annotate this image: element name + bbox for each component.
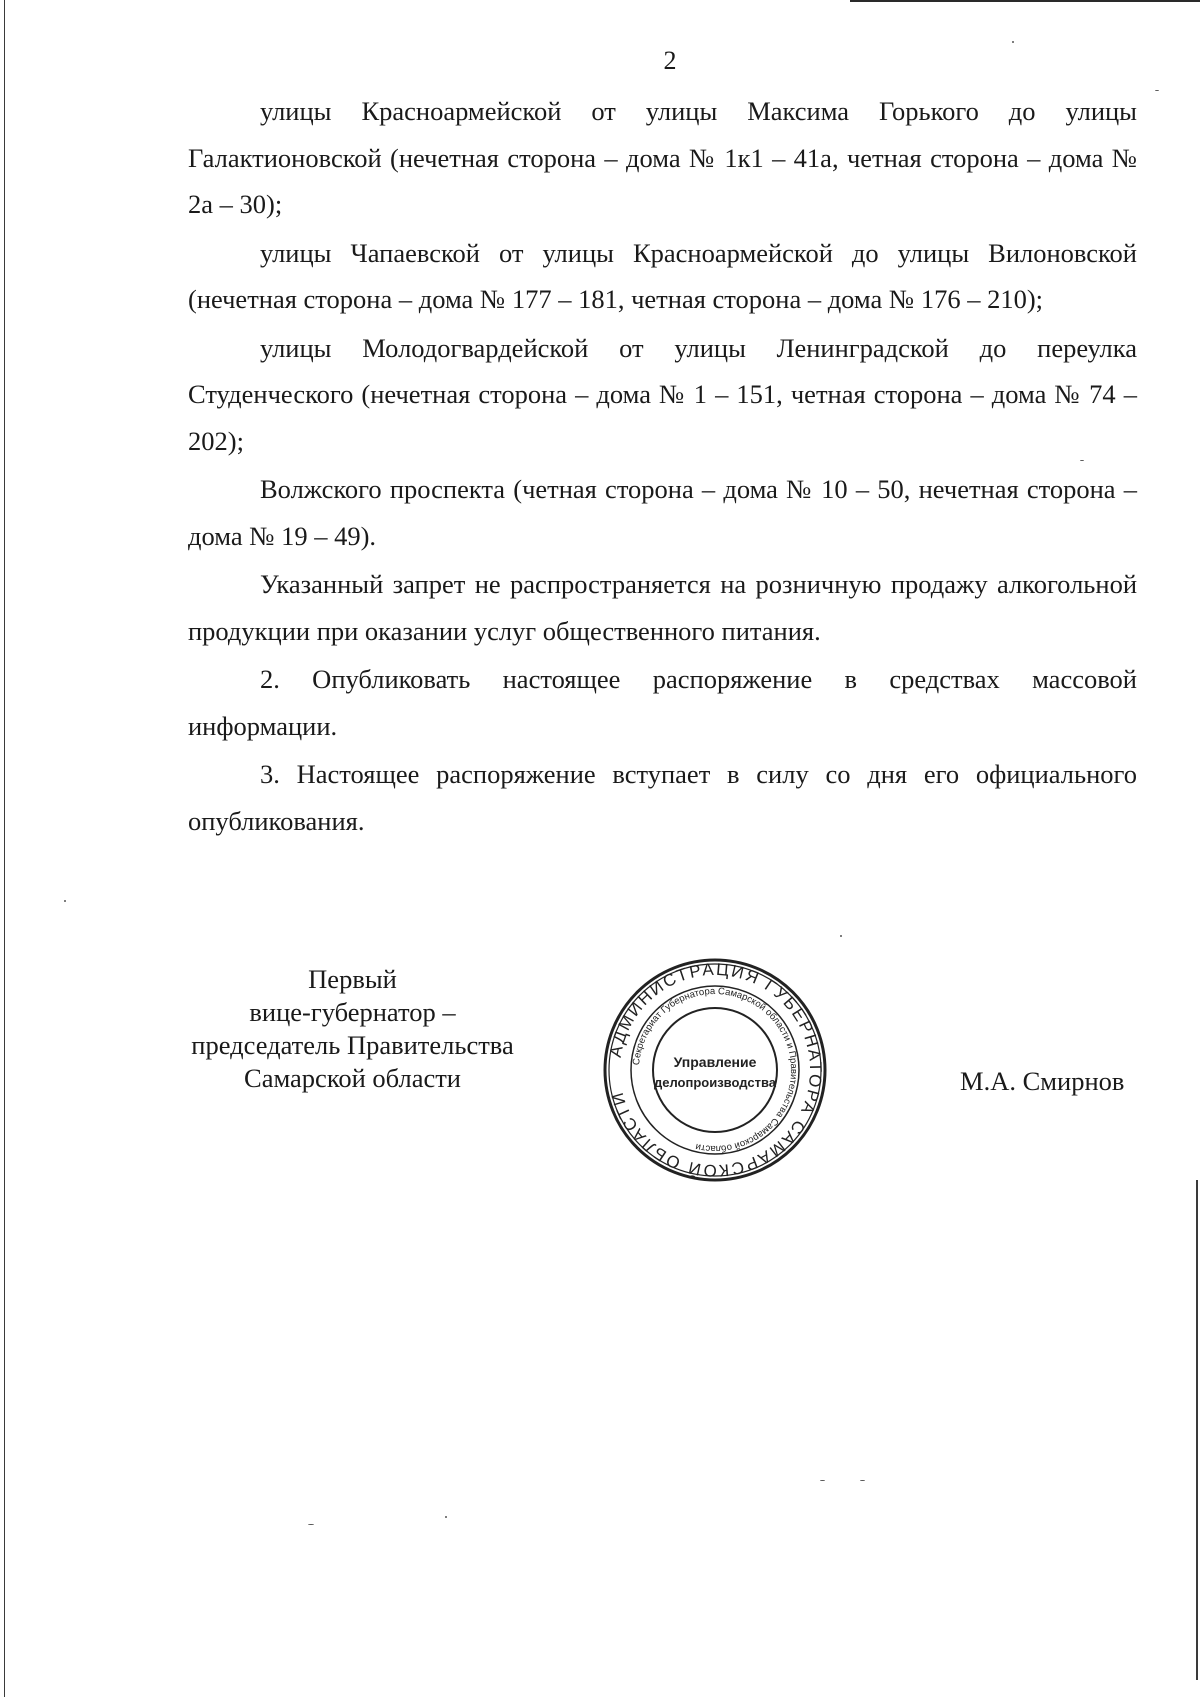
paragraph-chapaevskaya: улицы Чапаевской от улицы Красноармейской до улицы Вилоновской (нечетная сторона – дома № 177 – 181, четная сторона – дома № 176 – 210); bbox=[188, 237, 1137, 314]
scan-speck bbox=[445, 1516, 447, 1518]
paragraph-exception: Указанный запрет не распространяется на розничную продажу алкогольной продукции при оказании услуг общественного питания. bbox=[188, 569, 1137, 646]
official-seal-stamp bbox=[600, 955, 830, 1185]
paragraph-molodogvardeyskaya: улицы Молодогвардейской от улицы Ленинградской до переулка Студенческого (нечетная сторона – дома № 1 – 151, четная сторона – дома № 74 – 202); bbox=[188, 332, 1137, 456]
scan-edge-top bbox=[850, 0, 1200, 2]
paragraph-volzhsky: Волжского проспекта (четная сторона – дома № 10 – 50, нечетная сторона – дома № 19 – 49). bbox=[188, 474, 1137, 551]
stamp-inner-text: Секретариат Губернатора Самарской области и Правительства Самарской области bbox=[631, 985, 800, 1155]
scan-speck bbox=[860, 1480, 865, 1481]
scan-speck bbox=[1012, 41, 1014, 43]
document-body bbox=[188, 88, 1137, 844]
scan-speck bbox=[820, 1480, 825, 1481]
scan-speck bbox=[840, 935, 842, 937]
scan-edge-right bbox=[1196, 1180, 1198, 1680]
signatory-title-line: Первый bbox=[308, 964, 397, 994]
paragraph-krasnoarmeyskaya: улицы Красноармейской от улицы Максима Горького до улицы Галактионовской (нечетная сторона – дома № 1к1 – 41а, четная сторона – дома № 2а – 30); bbox=[188, 96, 1137, 219]
signatory-title-line: председатель Правительства bbox=[191, 1030, 514, 1060]
stamp-outer-text: АДМИНИСТРАЦИЯ ГУБЕРНАТОРА САМАРСКОЙ ОБЛАСТИ bbox=[605, 959, 826, 1181]
scan-speck bbox=[1080, 460, 1084, 461]
paragraph-item-2: 2. Опубликовать настоящее распоряжение в средствах массовой информации. bbox=[188, 664, 1137, 741]
page-number: 2 bbox=[663, 46, 677, 75]
signatory-title-line: вице-губернатор – bbox=[249, 997, 456, 1027]
scan-speck bbox=[1155, 90, 1159, 91]
signatory-name: М.А. Смирнов bbox=[960, 1066, 1125, 1096]
stamp-center-line-2: делопроизводства bbox=[653, 1075, 777, 1090]
scan-speck bbox=[308, 1524, 314, 1525]
stamp-center-line-1: Управление bbox=[673, 1054, 757, 1070]
scan-edge-left bbox=[4, 0, 5, 1697]
scan-speck bbox=[64, 900, 66, 902]
paragraph-item-3: 3. Настоящее распоряжение вступает в силу со дня его официального опубликования. bbox=[188, 759, 1137, 836]
signatory-title-line: Самарской области bbox=[244, 1063, 461, 1093]
signatory-title bbox=[170, 963, 535, 1095]
